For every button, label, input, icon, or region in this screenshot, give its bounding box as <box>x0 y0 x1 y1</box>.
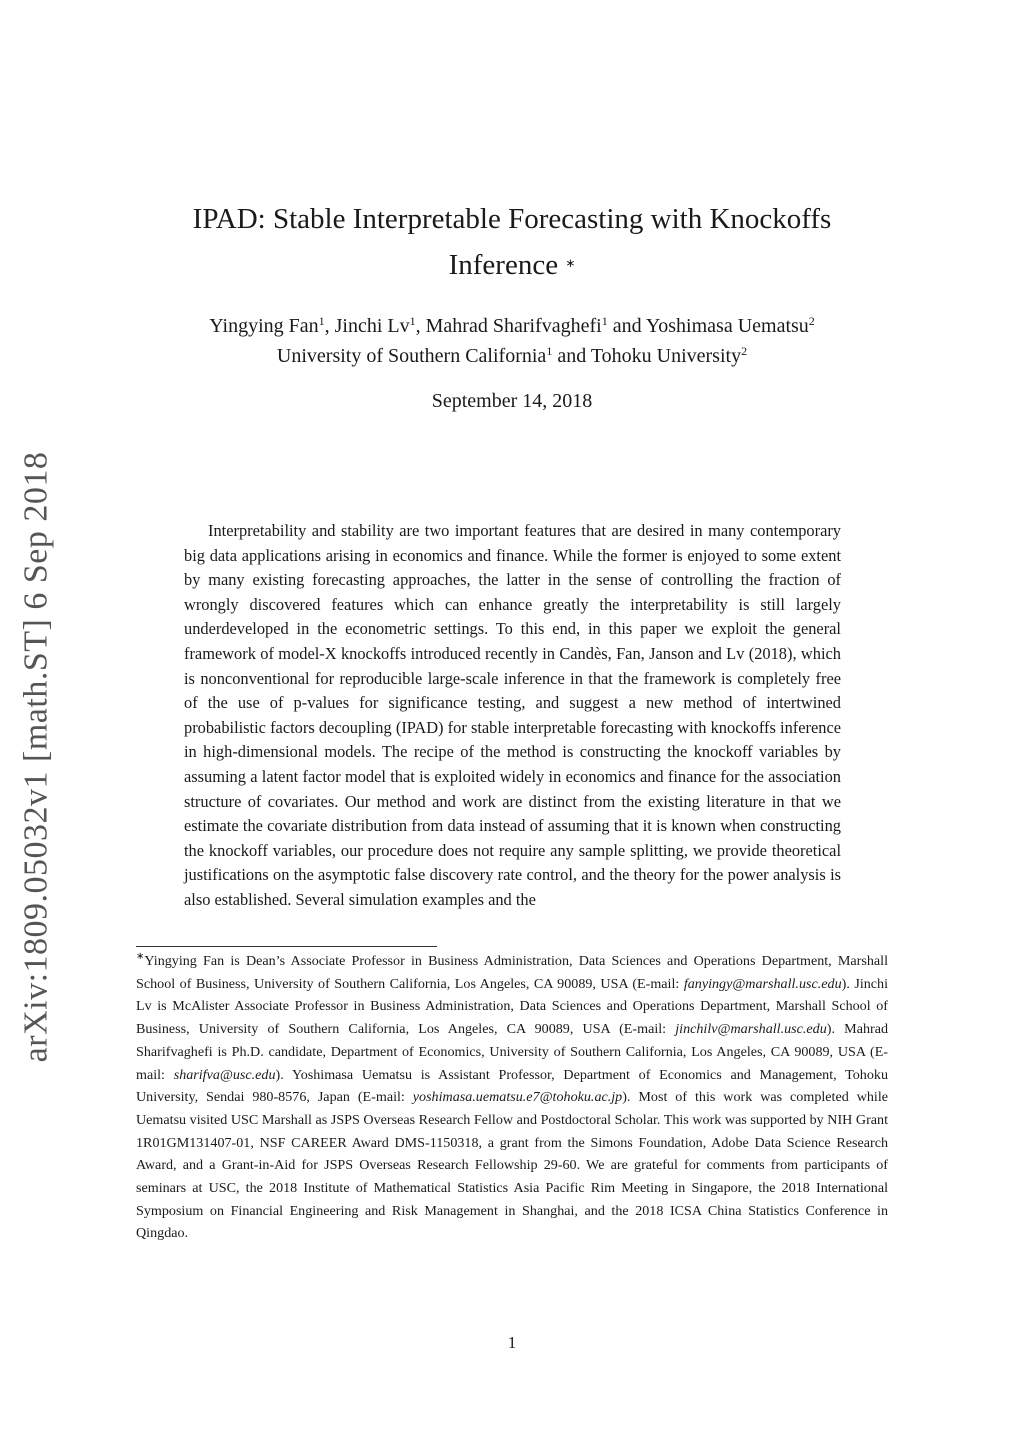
author-name: Yoshimasa Uematsu <box>645 315 809 337</box>
author-affiliation-mark: 1 <box>601 314 608 328</box>
footnote-text: ). Yoshimasa Uematsu is Assistant Professor, Department of Economics and Management, Tohoku University, Sendai 980-8576, Japan (E-mail: <box>136 1066 888 1106</box>
footnote-mark: ∗ <box>136 951 145 962</box>
author-footnote <box>136 950 888 1245</box>
paper-date: September 14, 2018 <box>431 390 593 412</box>
author-email: fanyingy@marshall.usc.edu <box>683 975 842 992</box>
author-affiliation-mark: 1 <box>318 314 325 328</box>
author-name: Jinchi Lv <box>334 315 410 337</box>
title-line-2: Inference <box>448 249 559 281</box>
abstract-text: Interpretability and stability are two important features that are desired in many contemporary big data applications arising in economics and finance. While the former is enjoyed to some extent by many existing forecasting approaches, the latter in the sense of controlling the fraction of wrongly discovered features which can enhance greatly the interpretability is still largely underdeveloped in the econometric settings. To this end, in this paper we exploit the general framework of model-X knockoffs introduced recently in Candès, Fan, Janson and Lv (2018), which is nonconventional for reproducible large-scale inference in that the framework is completely free of the use of p-values for significance testing, and suggest a new method of intertwined probabilistic factors decoupling (IPAD) for stable interpretable forecasting with knockoffs inference in high-dimensional models. The recipe of the method is constructing the knockoff variables by assuming a latent factor model that is exploited widely in economics and finance for the association structure of covariates. Our method and work are distinct from the existing literature in that we estimate the covariate distribution from data instead of assuming that it is known when constructing the knockoff variables, our procedure does not require any sample splitting, we provide theoretical justifications on the asymptotic false discovery rate control, and the theory for the power analysis is also established. Several simulation examples and the <box>184 521 841 909</box>
footnote-text: ). Most of this work was completed while Uematsu visited USC Marshall as JSPS Overseas Research Fellow and Postdoctoral Scholar. This work was supported by NIH Grant 1R01GM131407-01, NSF CAREER Award DMS-1150318, a grant from the Simons Foundation, Adobe Data Science Research Award, and a Grant-in-Aid for JSPS Overseas Research Fellowship 29-60. We are grateful for comments from participants of seminars at USC, the 2018 Institute of Mathematical Statistics Asia Pacific Rim Meeting in Singapore, the 2018 International Symposium on Financial Engineering and Risk Management in Shanghai, and the 2018 ICSA China Statistics Conference in Qingdao. <box>136 1089 889 1242</box>
author-conjunction: and <box>607 315 646 337</box>
author-email: sharifva@usc.edu <box>173 1066 276 1083</box>
title-line-1: IPAD: Stable Interpretable Forecasting with Knockoffs <box>192 203 832 235</box>
footnote-divider <box>136 946 437 947</box>
footnote-text: ). Mahrad Sharifvaghefi is Ph.D. candidate, Department of Economics, University of Southern California, Los Angeles, CA 90089, USA (E-mail: <box>136 1021 888 1083</box>
author-name: Mahrad Sharifvaghefi <box>425 315 602 337</box>
arxiv-id: arXiv:1809.05032v1 [math.ST] 6 Sep 2018 <box>17 451 55 1063</box>
institution-name: Tohoku University <box>590 345 742 367</box>
page-number: 1 <box>507 1333 517 1352</box>
institution-mark: 1 <box>546 344 553 358</box>
affiliation-line <box>100 345 924 368</box>
author-list: Yingying Fan$^1$, Jinchi Lv$^1$, Mahrad Sharifvaghefi$^1$ and Yoshimasa Uematsu$^2$ <box>209 314 815 337</box>
author-affiliation-mark: 2 <box>808 314 815 328</box>
author-email: yoshimasa.uematsu.e7@tohoku.ac.jp <box>412 1089 623 1106</box>
author-affiliation-mark: 1 <box>409 314 416 328</box>
affiliation-conjunction: and <box>552 345 591 367</box>
institution-name: University of Southern California <box>276 345 547 367</box>
author-name: Yingying Fan <box>209 315 319 337</box>
paper-title <box>150 196 874 288</box>
author-email: jinchilv@marshall.usc.edu <box>675 1021 827 1038</box>
institution-mark: 2 <box>741 344 748 358</box>
arxiv-side-stamp <box>6 442 66 1072</box>
footnote-text: Yingying Fan is Dean’s Associate Professor in Business Administration, Data Sciences and Operations Department, Marshall School of Business, University of Southern California, Los Angeles, CA 90089, USA (E-mail: <box>136 953 888 992</box>
footnote-text: ). Jinchi Lv is McAlister Associate Professor in Business Administration, Data Sciences and Operations Department, Marshall School of Business, University of Southern California, Los Angeles, CA 90089, USA (E-mail: <box>136 975 889 1038</box>
title-footnote-mark: ∗ <box>565 256 576 270</box>
